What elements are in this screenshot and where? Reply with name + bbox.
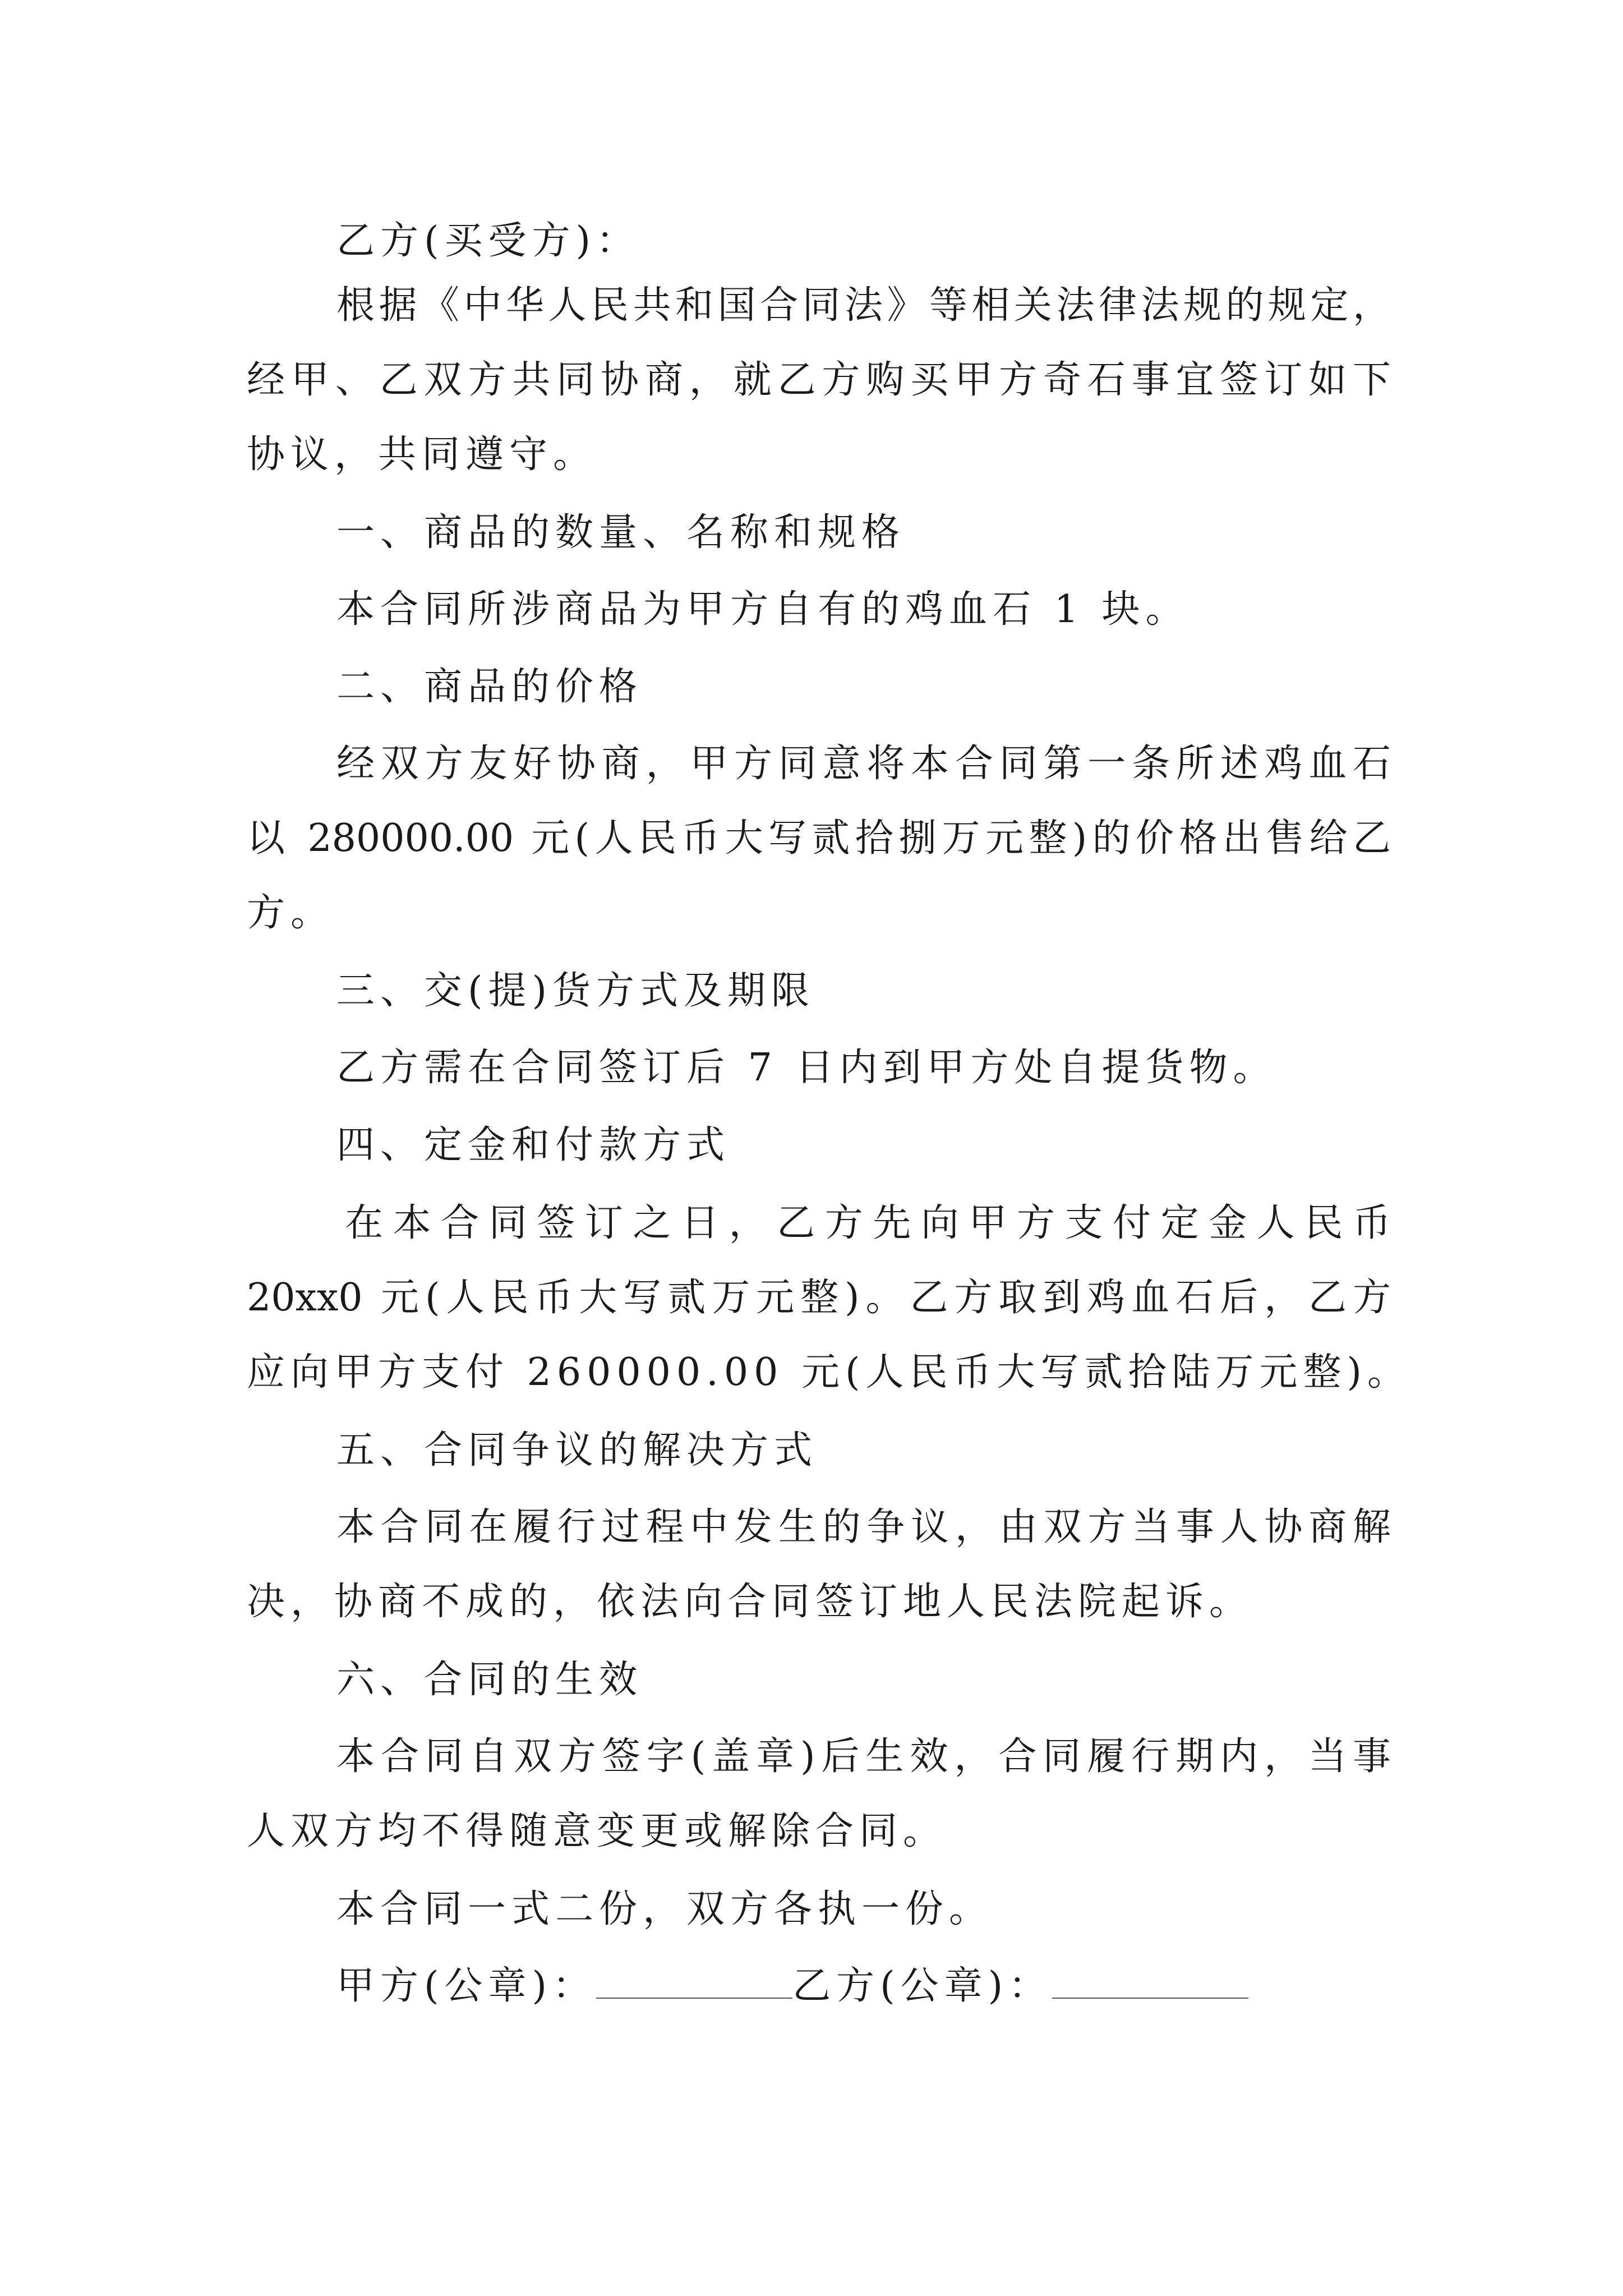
section-5-heading: 五、合同争议的解决方式 — [336, 1428, 818, 1473]
signature-row — [336, 1961, 1248, 2012]
party-a-signature-blank — [596, 1964, 792, 1999]
preamble-line-2: 经甲、乙双方共同协商，就乙方购买甲方奇石事宜签订如下 — [247, 358, 1391, 402]
section-4-body-line-2: 20xx0 元(人民币大写贰万元整)。乙方取到鸡血石后，乙方 — [247, 1276, 1391, 1320]
party-b-heading: 乙方(买受方)： — [336, 219, 640, 263]
section-5-body-line-1: 本合同在履行过程中发生的争议，由双方当事人协商解 — [336, 1505, 1391, 1549]
copies-clause: 本合同一式二份，双方各执一份。 — [336, 1887, 993, 1931]
section-1-heading: 一、商品的数量、名称和规格 — [336, 510, 906, 555]
party-b-signature-blank — [1052, 1964, 1248, 1999]
section-2-body-line-3: 方。 — [247, 891, 335, 935]
section-3-heading: 三、交(提)货方式及期限 — [336, 969, 815, 1013]
party-b-seal-label: 乙方(公章)： — [792, 1964, 1053, 2008]
section-4-body-line-3: 应向甲方支付 260000.00 元(人民币大写贰拾陆万元整)。 — [247, 1350, 1412, 1395]
contract-page — [247, 0, 1412, 2296]
section-5-body-line-2: 决，协商不成的，依法向合同签订地人民法院起诉。 — [247, 1580, 1253, 1624]
preamble-line-1: 根据《中华人民共和国合同法》等相关法律法规的规定， — [336, 283, 1391, 328]
section-2-body-line-2: 以 280000.00 元(人民币大写贰拾捌万元整)的价格出售给乙 — [247, 816, 1391, 861]
section-4-body-line-1: 在本合同签订之日，乙方先向甲方支付定金人民币 — [345, 1201, 1391, 1245]
section-3-body: 乙方需在合同签订后 7 日内到甲方处自提货物。 — [336, 1046, 1277, 1090]
section-2-body-line-1: 经双方友好协商，甲方同意将本合同第一条所述鸡血石 — [336, 742, 1391, 786]
section-1-body: 本合同所涉商品为甲方自有的鸡血石 1 块。 — [336, 587, 1189, 632]
section-6-heading: 六、合同的生效 — [336, 1658, 643, 1702]
party-a-seal-label: 甲方(公章)： — [336, 1964, 597, 2008]
preamble-line-3: 协议，共同遵守。 — [247, 432, 597, 477]
section-6-body-line-2: 人双方均不得随意变更或解除合同。 — [247, 1809, 947, 1853]
section-2-heading: 二、商品的价格 — [336, 665, 643, 709]
section-6-body-line-1: 本合同自双方签字(盖章)后生效，合同履行期内，当事 — [336, 1734, 1391, 1779]
section-4-heading: 四、定金和付款方式 — [336, 1123, 731, 1167]
